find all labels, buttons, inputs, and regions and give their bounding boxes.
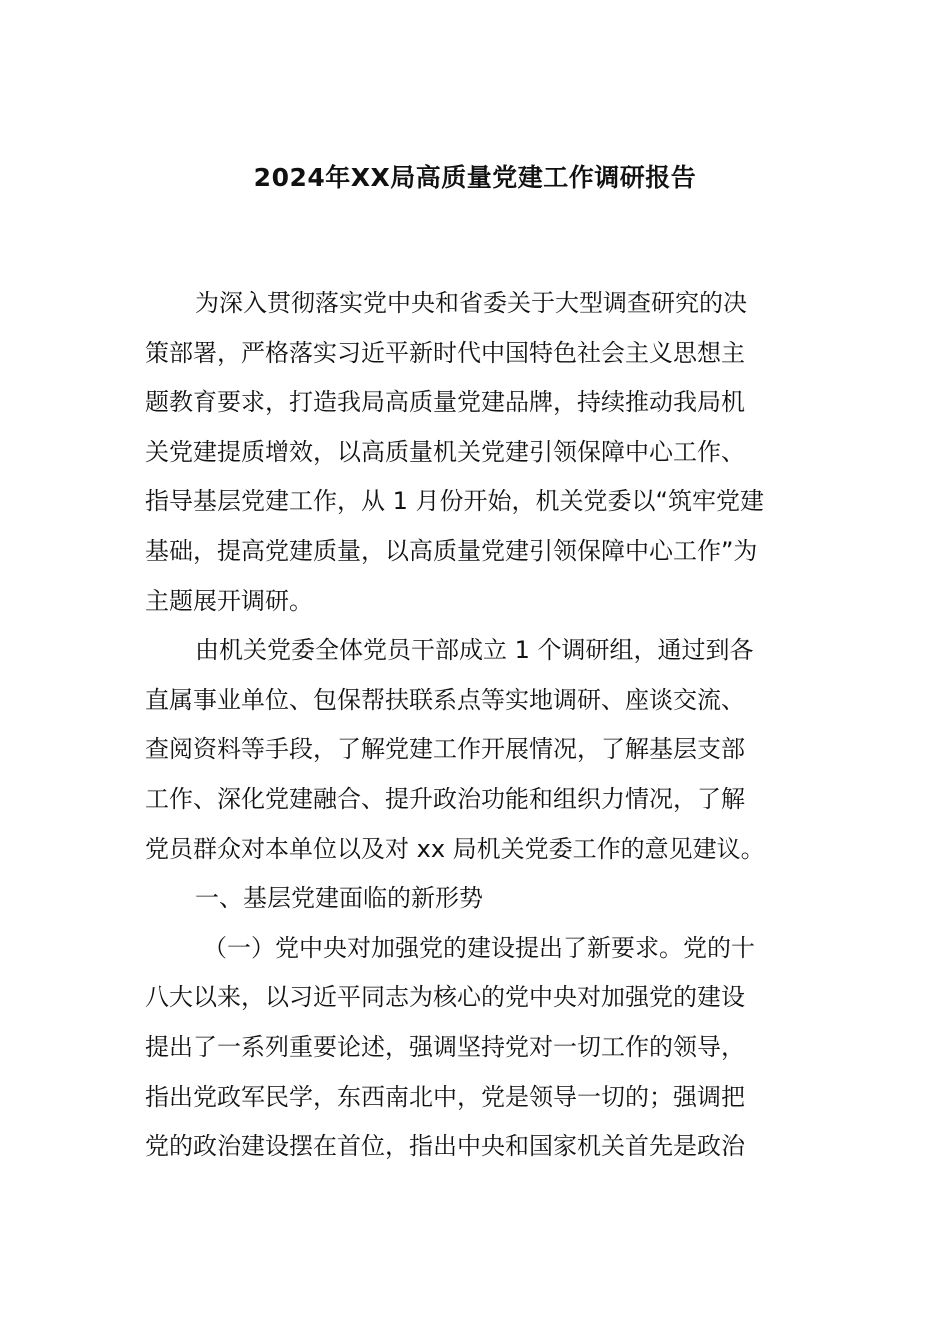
paragraph-line: 查阅资料等手段，了解党建工作开展情况，了解基层支部	[145, 735, 745, 764]
section-heading: 一、基层党建面临的新形势	[195, 884, 483, 913]
paragraph-line: 指导基层党建工作，从 1 月份开始，机关党委以“筑牢党建	[145, 487, 764, 516]
paragraph-line: 党员群众对本单位以及对 xx 局机关党委工作的意见建议。	[145, 834, 765, 863]
paragraph-line: 党的政治建设摆在首位，指出中央和国家机关首先是政治	[145, 1132, 745, 1161]
paragraph-line: 为深入贯彻落实党中央和省委关于大型调查研究的决	[195, 289, 747, 317]
paragraph-line: 由机关党委全体党员干部成立 1 个调研组，通过到各	[195, 636, 754, 665]
paragraph-line: 策部署，严格落实习近平新时代中国特色社会主义思想主	[145, 338, 745, 367]
paragraph-line: 关党建提质增效，以高质量机关党建引领保障中心工作、	[145, 437, 745, 466]
paragraph-line: 基础，提高党建质量，以高质量党建引领保障中心工作”为	[145, 536, 758, 565]
paragraph-line: 提出了一系列重要论述，强调坚持党对一切工作的领导，	[145, 1032, 745, 1061]
document-body	[145, 281, 809, 1174]
paragraph-line: 指出党政军民学，东西南北中，党是领导一切的；强调把	[145, 1082, 745, 1111]
paragraph-line: （一）党中央对加强党的建设提出了新要求。党的十	[203, 933, 755, 962]
paragraph-line: 题教育要求，打造我局高质量党建品牌，持续推动我局机	[145, 388, 745, 417]
paragraph-line: 直属事业单位、包保帮扶联系点等实地调研、座谈交流、	[145, 685, 745, 714]
document-title: 2024年XX局高质量党建工作调研报告	[253, 163, 697, 192]
paragraph-line: 工作、深化党建融合、提升政治功能和组织力情况，了解	[145, 784, 745, 813]
paragraph-line: 主题展开调研。	[145, 586, 313, 615]
paragraph-line: 八大以来，以习近平同志为核心的党中央对加强党的建设	[145, 983, 745, 1012]
